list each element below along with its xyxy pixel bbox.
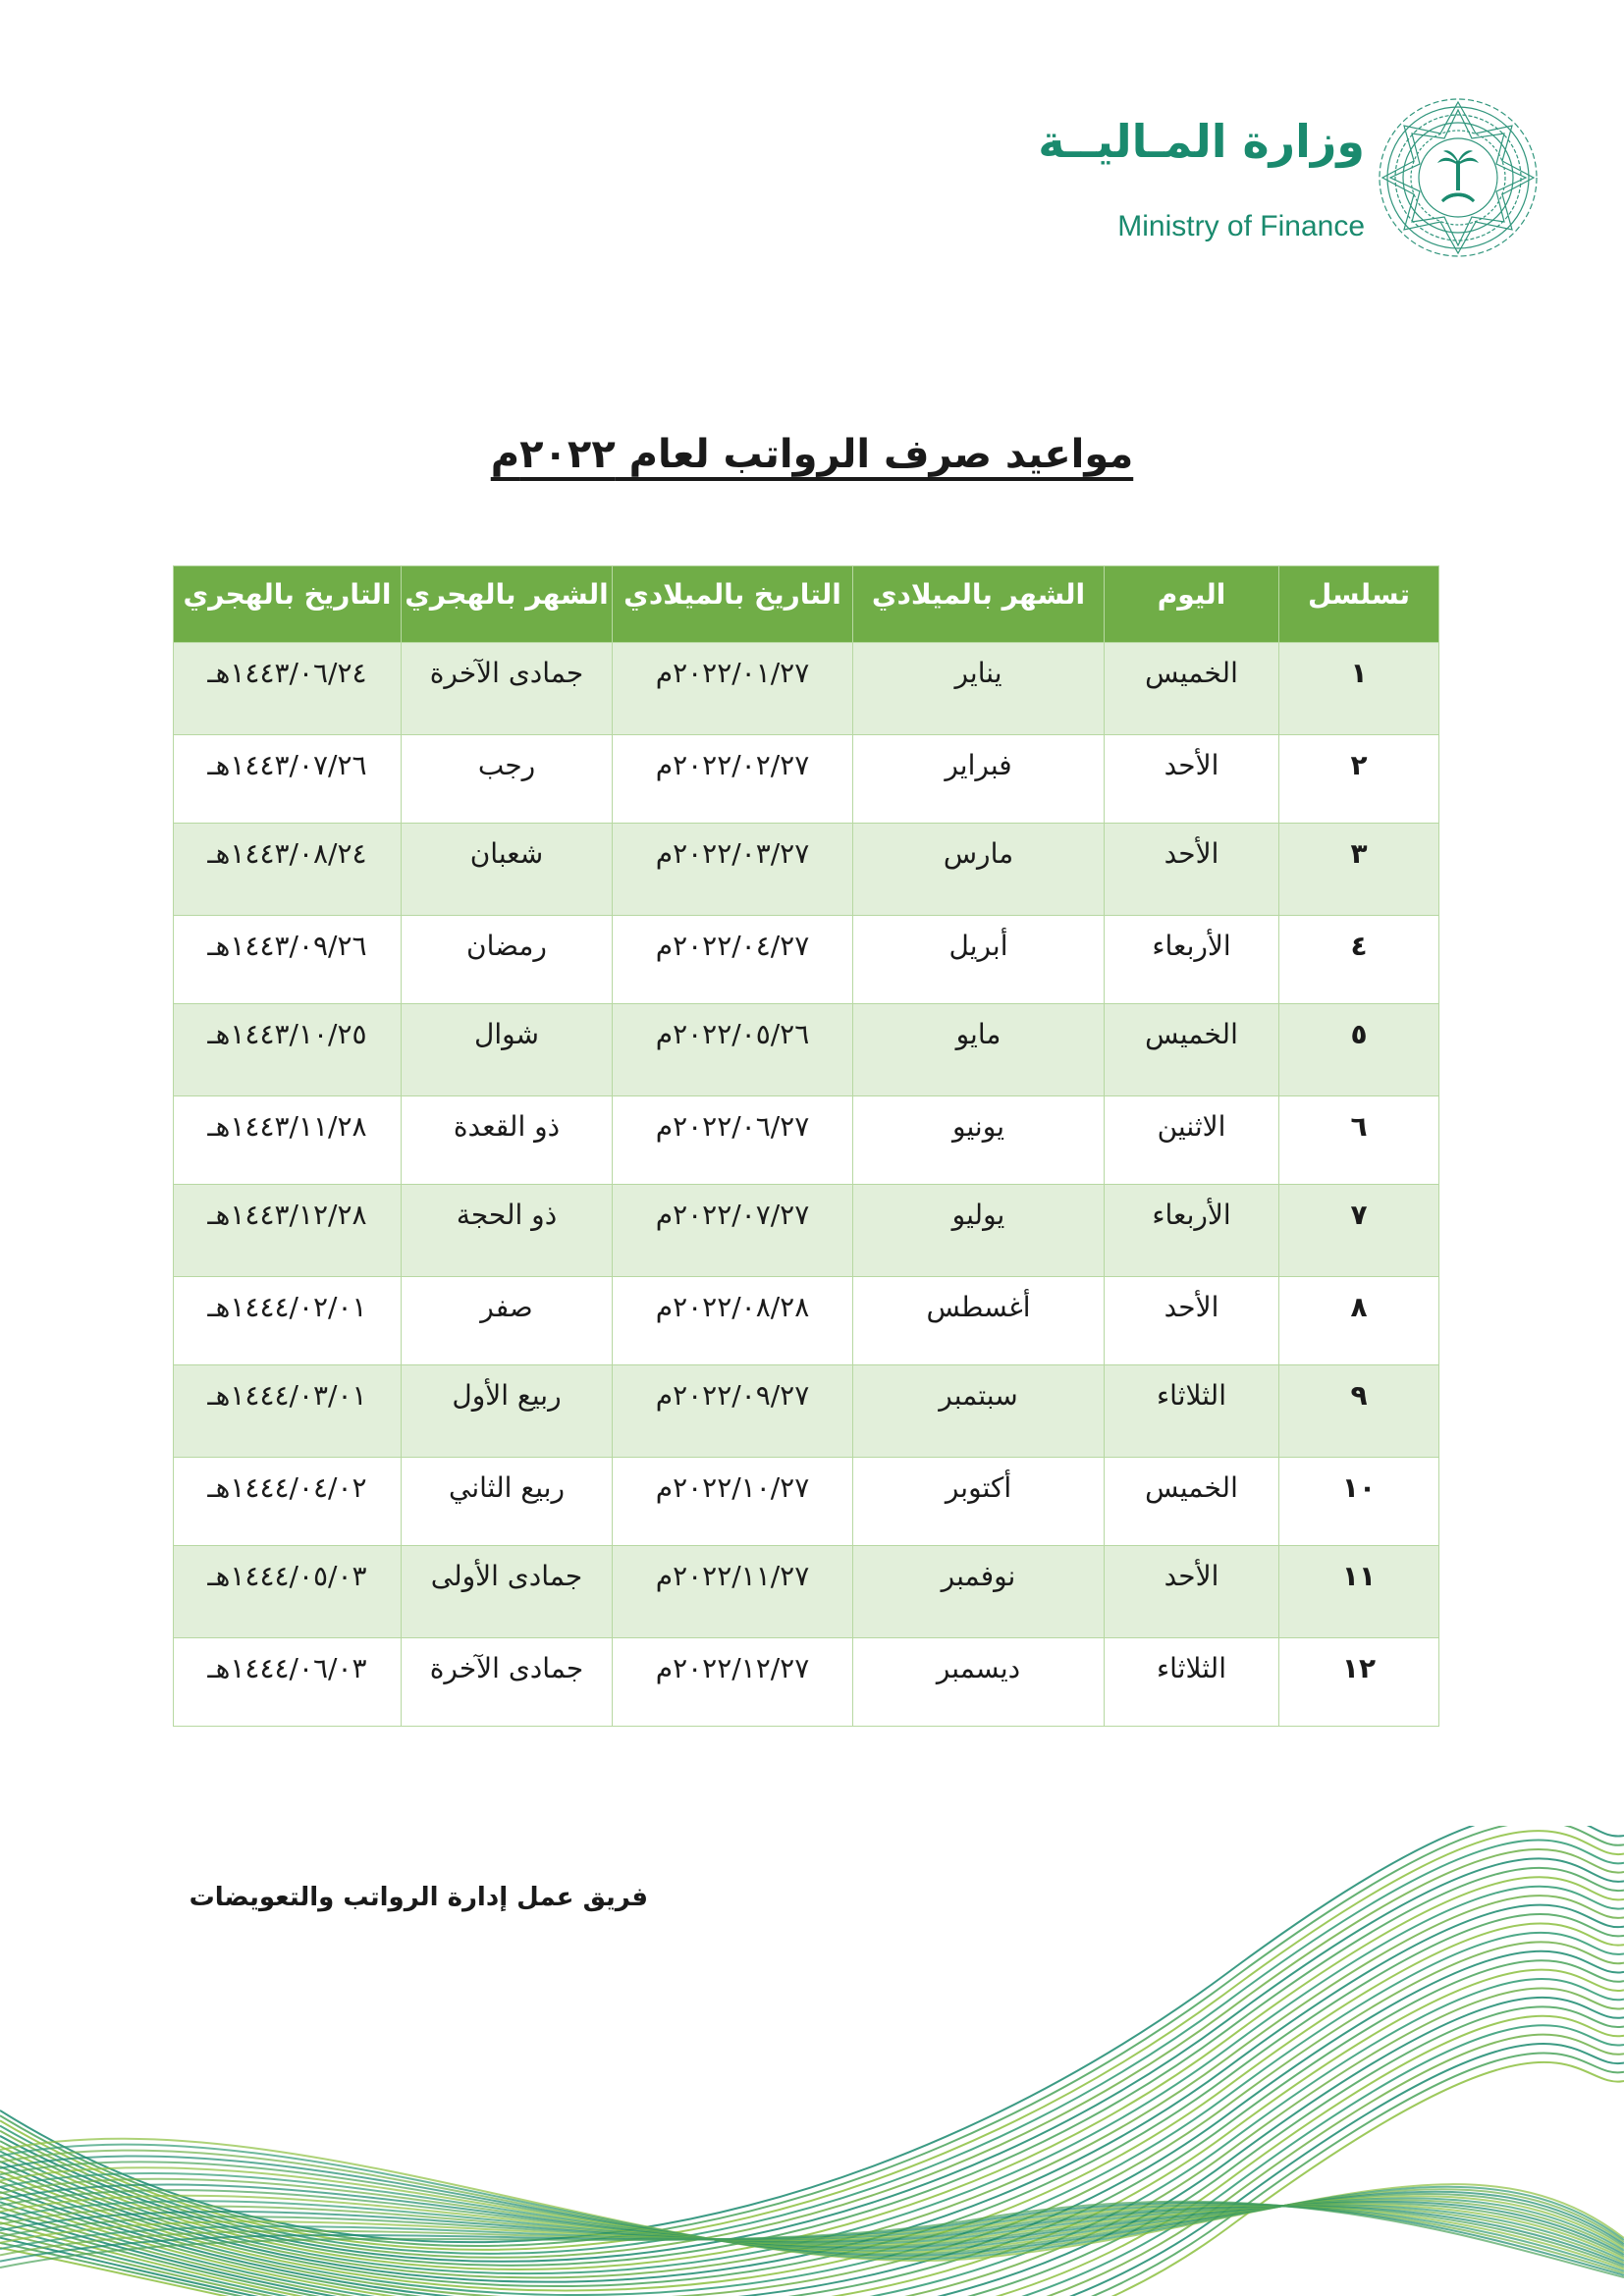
cell-day: الأحد [1105, 735, 1279, 824]
table-row [174, 1546, 1439, 1638]
col-header-hijri-month: الشهر بالهجري [402, 566, 613, 643]
cell-day: الأربعاء [1105, 916, 1279, 1004]
cell-hijri-date: ١٤٤٤/٠٤/٠٢هـ [174, 1458, 402, 1546]
cell-serial: ٩ [1279, 1365, 1439, 1458]
salary-schedule-table [173, 565, 1439, 1727]
cell-serial: ٥ [1279, 1004, 1439, 1096]
table-row [174, 735, 1439, 824]
table-row [174, 1004, 1439, 1096]
table-row [174, 824, 1439, 916]
cell-gregorian-month: أغسطس [853, 1277, 1105, 1365]
cell-day: الأحد [1105, 1546, 1279, 1638]
table-row [174, 1277, 1439, 1365]
cell-gregorian-month: نوفمبر [853, 1546, 1105, 1638]
ministry-logo [1038, 94, 1542, 267]
cell-gregorian-date: ٢٠٢٢/٠٩/٢٧م [613, 1365, 853, 1458]
cell-day: الأربعاء [1105, 1185, 1279, 1277]
cell-hijri-month: رجب [402, 735, 613, 824]
cell-gregorian-date: ٢٠٢٢/٠٢/٢٧م [613, 735, 853, 824]
cell-hijri-month: جمادى الآخرة [402, 1638, 613, 1727]
cell-serial: ١٠ [1279, 1458, 1439, 1546]
cell-gregorian-month: أبريل [853, 916, 1105, 1004]
col-header-serial: تسلسل [1279, 566, 1439, 643]
cell-hijri-date: ١٤٤٤/٠٥/٠٣هـ [174, 1546, 402, 1638]
cell-gregorian-month: يناير [853, 643, 1105, 735]
cell-hijri-date: ١٤٤٣/١١/٢٨هـ [174, 1096, 402, 1185]
cell-gregorian-date: ٢٠٢٢/٠٦/٢٧م [613, 1096, 853, 1185]
cell-gregorian-month: أكتوبر [853, 1458, 1105, 1546]
cell-day: الخميس [1105, 643, 1279, 735]
col-header-gregorian-date: التاريخ بالميلادي [613, 566, 853, 643]
cell-hijri-date: ١٤٤٣/٠٦/٢٤هـ [174, 643, 402, 735]
cell-hijri-date: ١٤٤٤/٠٢/٠١هـ [174, 1277, 402, 1365]
cell-hijri-month: شعبان [402, 824, 613, 916]
col-header-gregorian-month: الشهر بالميلادي [853, 566, 1105, 643]
cell-gregorian-month: مارس [853, 824, 1105, 916]
col-header-hijri-date: التاريخ بالهجري [174, 566, 402, 643]
cell-serial: ٣ [1279, 824, 1439, 916]
cell-day: الثلاثاء [1105, 1365, 1279, 1458]
cell-serial: ١١ [1279, 1546, 1439, 1638]
table-row [174, 1185, 1439, 1277]
wave-line [0, 2035, 1624, 2296]
cell-gregorian-date: ٢٠٢٢/٠٧/٢٧م [613, 1185, 853, 1277]
cell-gregorian-date: ٢٠٢٢/٠٣/٢٧م [613, 824, 853, 916]
logo-arabic-text: وزارة المـاليــة [1038, 115, 1365, 168]
table-row [174, 916, 1439, 1004]
page-title: مواعيد صرف الرواتب لعام ٢٠٢٢م [490, 432, 1134, 477]
cell-gregorian-month: مايو [853, 1004, 1105, 1096]
table-row [174, 1096, 1439, 1185]
table-row [174, 643, 1439, 735]
cell-gregorian-month: يونيو [853, 1096, 1105, 1185]
cell-hijri-date: ١٤٤٤/٠٦/٠٣هـ [174, 1638, 402, 1727]
wave-line [0, 1905, 1624, 2282]
table-header-row [174, 566, 1439, 643]
cell-gregorian-month: فبراير [853, 735, 1105, 824]
cell-hijri-date: ١٤٤٣/١٠/٢٥هـ [174, 1004, 402, 1096]
table-row [174, 1365, 1439, 1458]
cell-hijri-date: ١٤٤٤/٠٣/٠١هـ [174, 1365, 402, 1458]
decorative-waves [0, 1826, 1624, 2296]
logo-english-text: Ministry of Finance [1117, 210, 1365, 242]
cell-gregorian-date: ٢٠٢٢/٠٥/٢٦م [613, 1004, 853, 1096]
cell-gregorian-date: ٢٠٢٢/١١/٢٧م [613, 1546, 853, 1638]
palm-swords-emblem-icon [1375, 94, 1542, 261]
cell-gregorian-month: ديسمبر [853, 1638, 1105, 1727]
cell-hijri-month: ذو القعدة [402, 1096, 613, 1185]
cell-hijri-month: صفر [402, 1277, 613, 1365]
cell-gregorian-date: ٢٠٢٢/٠٤/٢٧م [613, 916, 853, 1004]
cell-serial: ١ [1279, 643, 1439, 735]
cell-gregorian-date: ٢٠٢٢/٠٨/٢٨م [613, 1277, 853, 1365]
cell-hijri-month: ذو الحجة [402, 1185, 613, 1277]
cell-hijri-month: جمادى الأولى [402, 1546, 613, 1638]
cell-hijri-date: ١٤٤٣/٠٧/٢٦هـ [174, 735, 402, 824]
cell-day: الخميس [1105, 1458, 1279, 1546]
cell-day: الأحد [1105, 824, 1279, 916]
cell-hijri-month: ربيع الأول [402, 1365, 613, 1458]
cell-hijri-month: شوال [402, 1004, 613, 1096]
cell-serial: ٤ [1279, 916, 1439, 1004]
col-header-day: اليوم [1105, 566, 1279, 643]
cell-gregorian-date: ٢٠٢٢/١٠/٢٧م [613, 1458, 853, 1546]
cell-gregorian-date: ٢٠٢٢/١٢/٢٧م [613, 1638, 853, 1727]
cell-serial: ١٢ [1279, 1638, 1439, 1727]
cell-hijri-date: ١٤٤٣/٠٨/٢٤هـ [174, 824, 402, 916]
cell-day: الاثنين [1105, 1096, 1279, 1185]
cell-hijri-month: جمادى الآخرة [402, 643, 613, 735]
cell-gregorian-month: سبتمبر [853, 1365, 1105, 1458]
cell-serial: ٦ [1279, 1096, 1439, 1185]
cell-day: الخميس [1105, 1004, 1279, 1096]
cell-gregorian-date: ٢٠٢٢/٠١/٢٧م [613, 643, 853, 735]
table-row [174, 1458, 1439, 1546]
cell-day: الأحد [1105, 1277, 1279, 1365]
table-row [174, 1638, 1439, 1727]
cell-serial: ٨ [1279, 1277, 1439, 1365]
cell-serial: ٧ [1279, 1185, 1439, 1277]
cell-hijri-date: ١٤٤٣/٠٩/٢٦هـ [174, 916, 402, 1004]
cell-gregorian-month: يوليو [853, 1185, 1105, 1277]
footer-signature: فريق عمل إدارة الرواتب والتعويضات [189, 1883, 648, 1912]
cell-hijri-month: ربيع الثاني [402, 1458, 613, 1546]
cell-hijri-month: رمضان [402, 916, 613, 1004]
cell-hijri-date: ١٤٤٣/١٢/٢٨هـ [174, 1185, 402, 1277]
cell-day: الثلاثاء [1105, 1638, 1279, 1727]
cell-serial: ٢ [1279, 735, 1439, 824]
